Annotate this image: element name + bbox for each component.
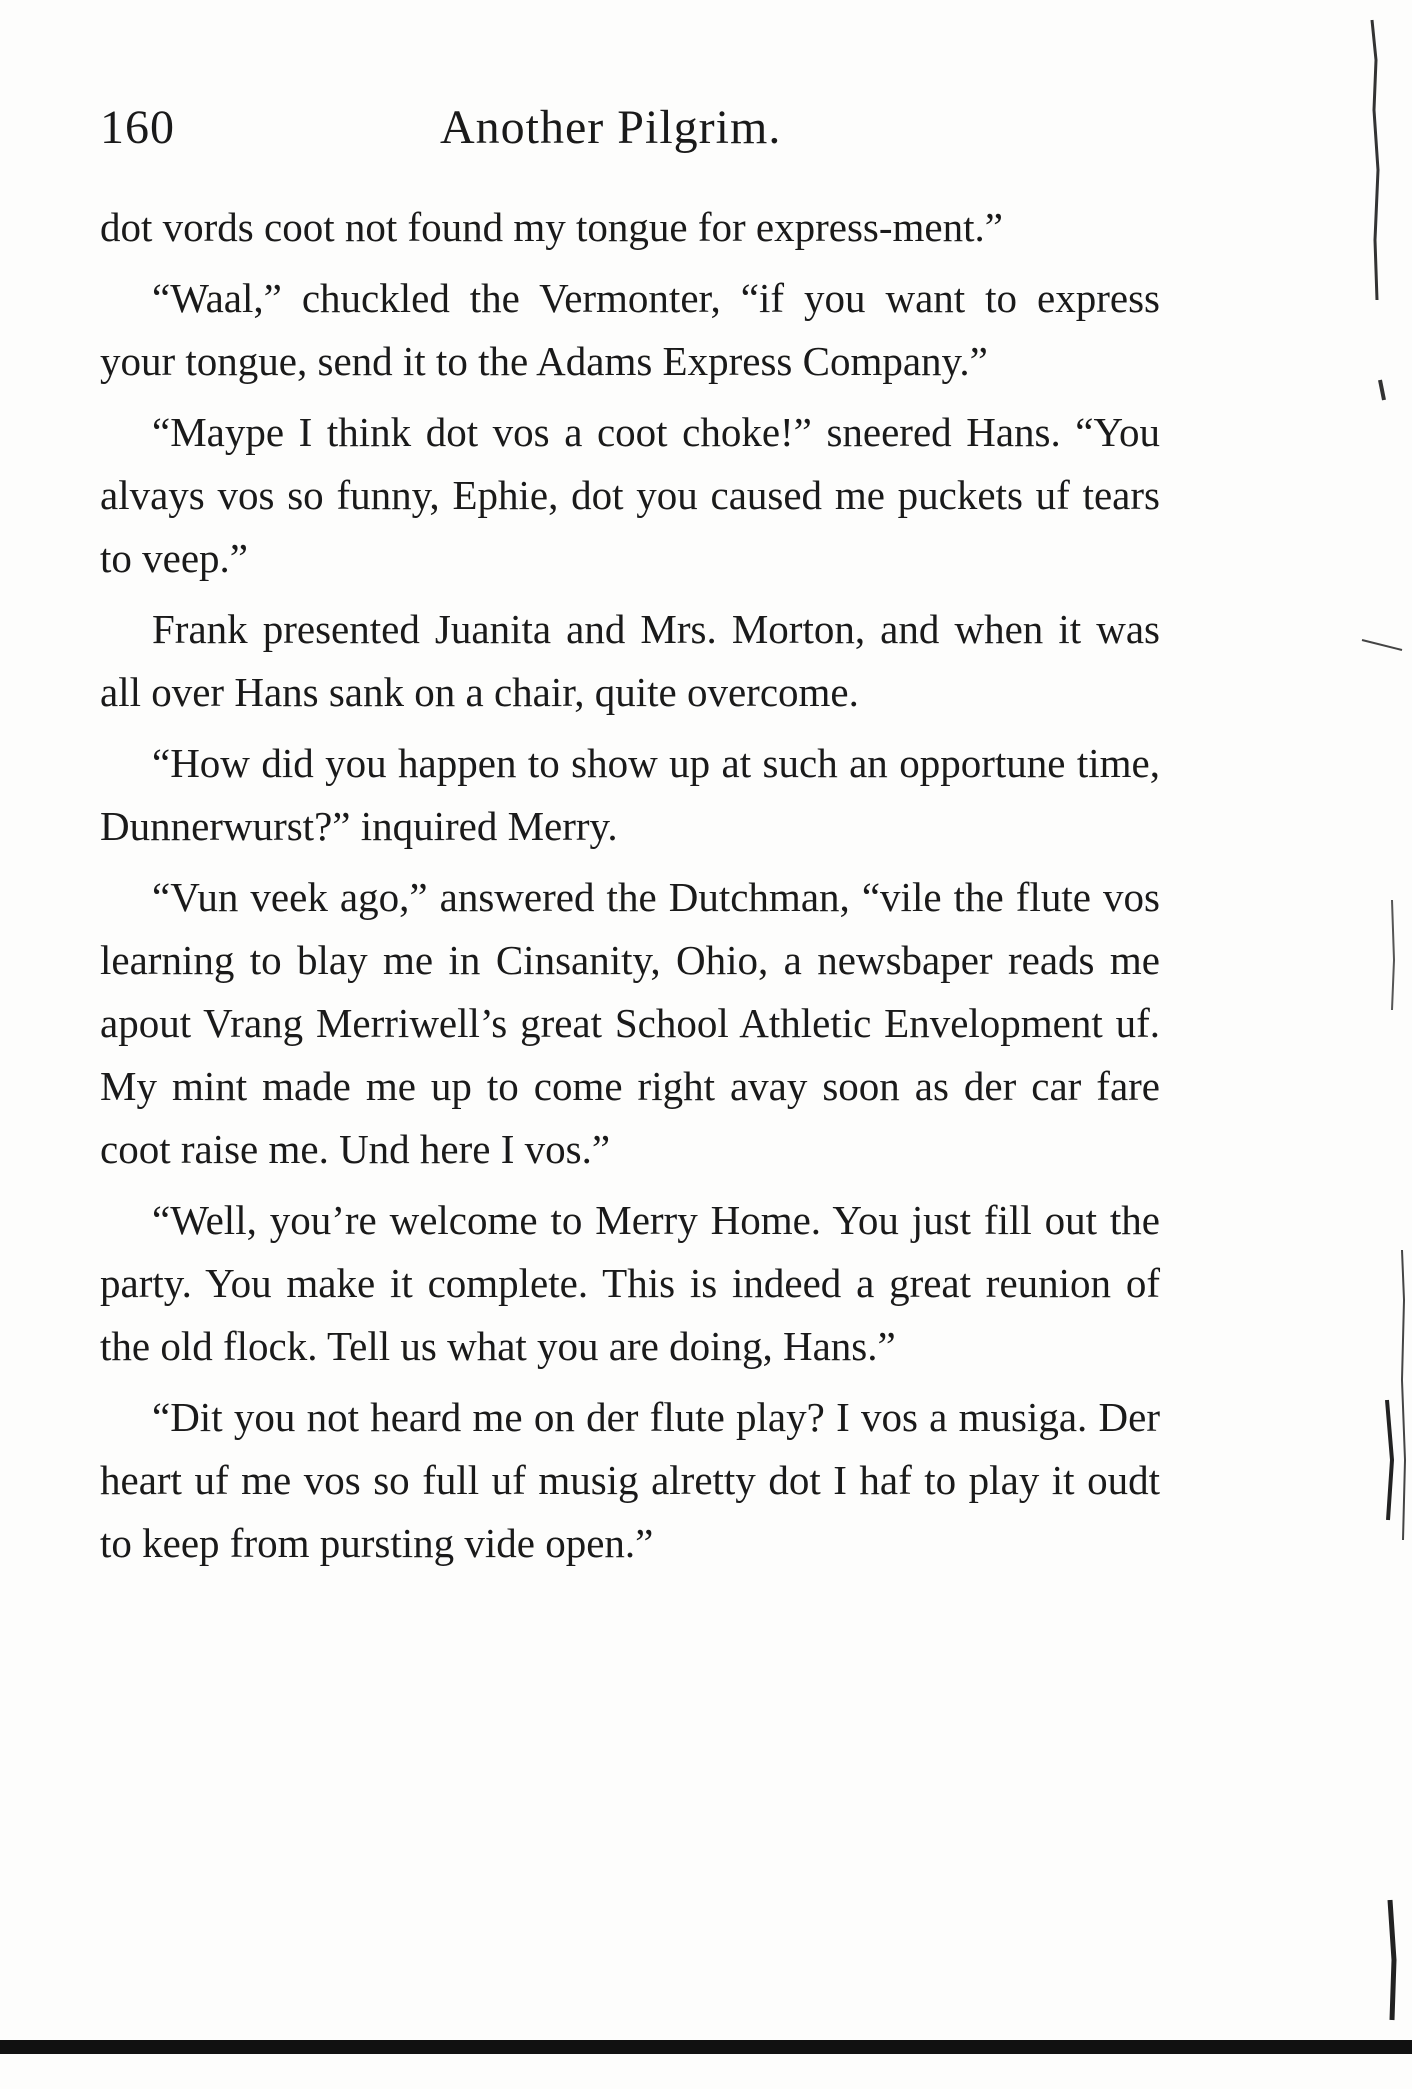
paragraph: “Well, you’re welcome to Merry Home. You just fill out the party. You make it complete. This is indeed a great reunion of the old flock. Tell us what you are doing, Hans.” xyxy=(100,1197,1160,1369)
bottom-rule xyxy=(0,2040,1412,2054)
paragraph: “Vun veek ago,” answered the Dutchman, “vile the flute vos learning to blay me in Cinsanity, Ohio, a newsbaper reads me apout Vrang Merriwell’s great School Athletic Envelopment uf. My mint made me up to come right avay soon as der car fare coot raise me. Und here I vos.” xyxy=(100,874,1160,1172)
page-edge-marks xyxy=(1332,0,1412,2089)
paragraph: “Waal,” chuckled the Vermonter, “if you want to express your tongue, send it to the Adams Express Company.” xyxy=(100,275,1160,384)
running-title: Another Pilgrim. xyxy=(440,101,782,154)
paragraph: Frank presented Juanita and Mrs. Morton, and when it was all over Hans sank on a chair, quite overcome. xyxy=(100,606,1160,715)
page-number: 160 xyxy=(100,101,175,154)
paragraph: dot vords coot not found my tongue for express-ment.” xyxy=(100,204,1003,250)
page-body xyxy=(100,196,1160,1583)
paragraph: “Maype I think dot vos a coot choke!” sneered Hans. “You alvays vos so funny, Ephie, dot you caused me puckets uf tears to veep.” xyxy=(100,409,1160,581)
page-header xyxy=(100,100,1160,170)
paragraph: “Dit you not heard me on der flute play? I vos a musiga. Der heart uf me vos so full uf musig alretty dot I haf to play it oudt to keep from pursting vide open.” xyxy=(100,1394,1160,1566)
paragraph: “How did you happen to show up at such an opportune time, Dunnerwurst?” inquired Merry. xyxy=(100,740,1160,849)
